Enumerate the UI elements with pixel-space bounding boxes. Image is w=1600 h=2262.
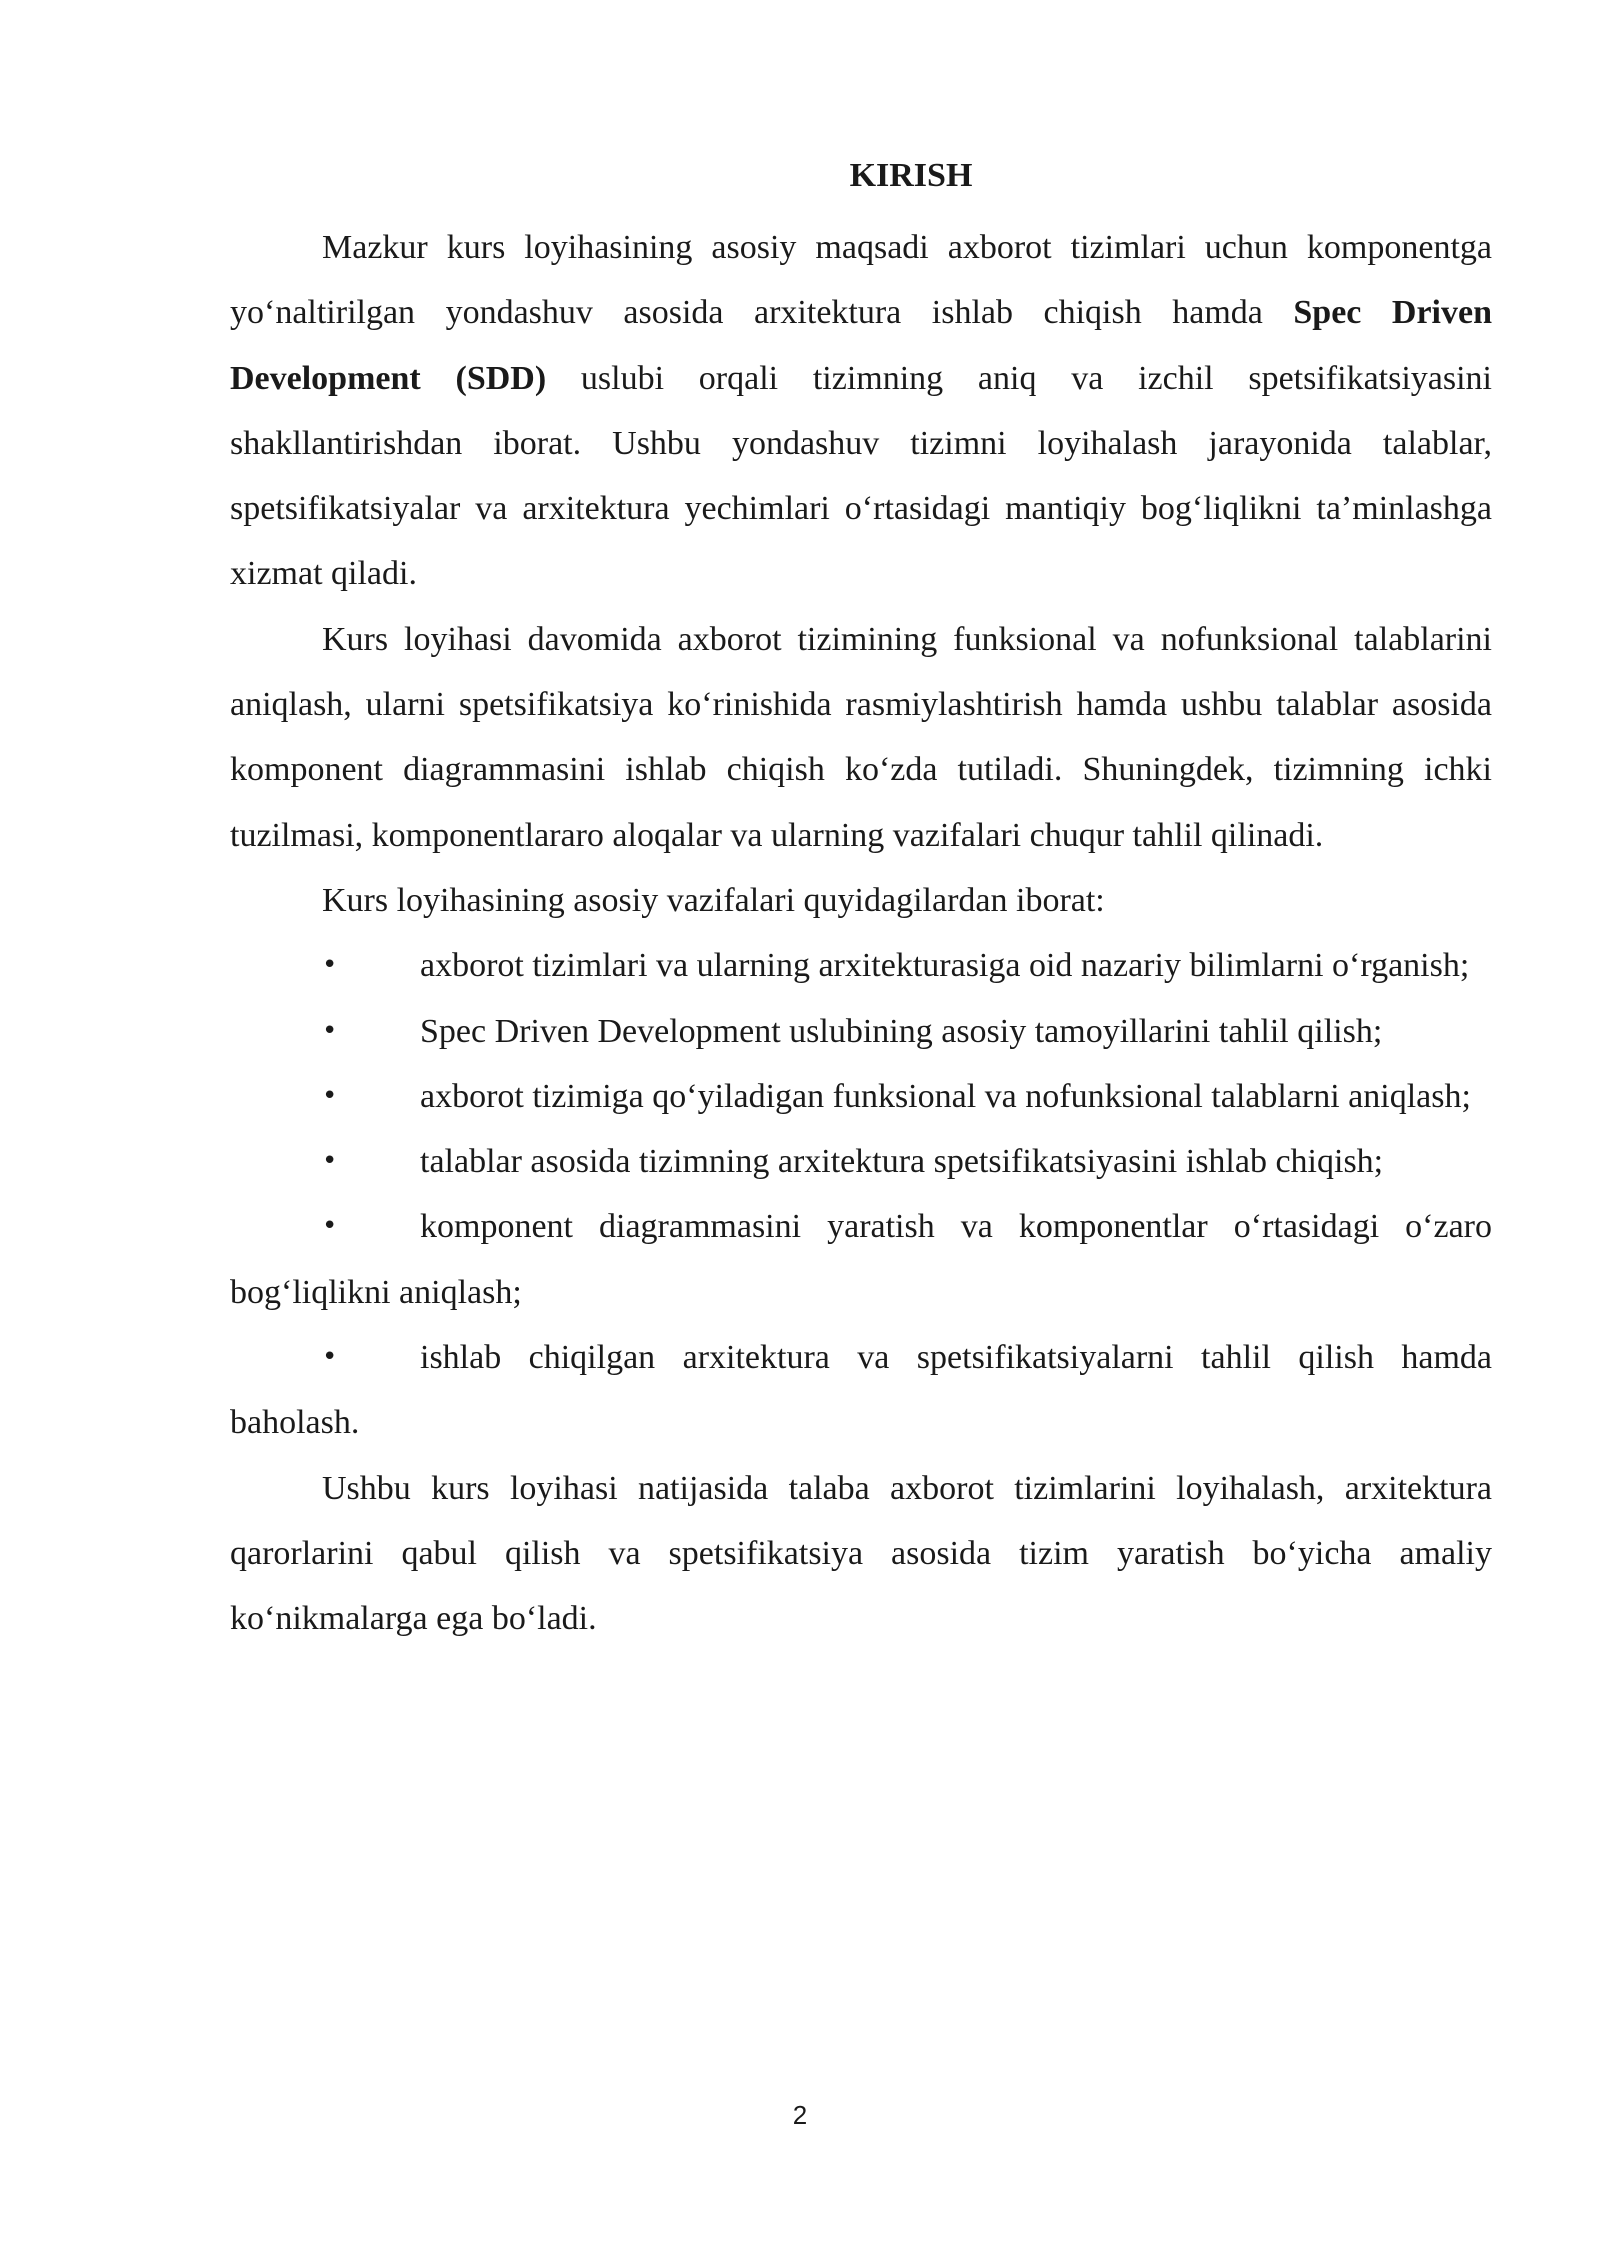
list-item bbox=[230, 1325, 1492, 1456]
intro-paragraph-1-end: uslubi orqali tizimning aniq va izchil spetsifikatsiyasini shakllantirishdan iborat. Ushbu yondashuv tizimni loyihalash jarayonida talablar, spetsifikatsiyalar va arxitektura yechimlari o‘rtasidagi mantiqiy bog‘liqlikni ta’minlashga xizmat qiladi. bbox=[230, 359, 1492, 593]
list-item-text: ishlab chiqilgan arxitektura va spetsifikatsiyalarni tahlil qilish hamda baholash. bbox=[230, 1339, 1492, 1442]
bullet-icon: • bbox=[322, 1146, 338, 1177]
tasks-list bbox=[230, 933, 1492, 1455]
list-item-text: Spec Driven Development uslubining asosiy tamoyillarini tahlil qilish; bbox=[420, 1012, 1383, 1050]
list-item bbox=[230, 1194, 1492, 1325]
list-item bbox=[230, 999, 1492, 1064]
document-page bbox=[230, 150, 1492, 1652]
list-item bbox=[230, 1129, 1492, 1194]
list-item-text: komponent diagrammasini yaratish va komponentlar o‘rtasidagi o‘zaro bog‘liqlikni aniqlash; bbox=[230, 1208, 1492, 1311]
list-item-text: talablar asosida tizimning arxitektura spetsifikatsiyasini ishlab chiqish; bbox=[420, 1143, 1384, 1181]
sdd-term: Spec Driven Development (SDD) bbox=[230, 294, 1492, 397]
intro-paragraph-1-start: Mazkur kurs loyihasining asosiy maqsadi axborot tizimlari uchun komponentga yo‘naltirilgan yondashuv asosida arxitektura ishlab chiqish hamda bbox=[230, 229, 1492, 332]
bullet-icon: • bbox=[322, 1211, 338, 1242]
list-item-text: axborot tizimiga qo‘yiladigan funksional va nofunksional talablarni aniqlash; bbox=[420, 1077, 1471, 1115]
bullet-icon: • bbox=[322, 950, 338, 981]
list-item bbox=[230, 933, 1492, 998]
bullet-icon: • bbox=[322, 1080, 338, 1111]
list-item-text: axborot tizimlari va ularning arxitekturasiga oid nazariy bilimlarni o‘rganish; bbox=[420, 947, 1470, 985]
conclusion-paragraph: Ushbu kurs loyihasi natijasida talaba axborot tizimlarini loyihalash, arxitektura qarorlarini qabul qilish va spetsifikatsiya asosida tizim yaratish bo‘yicha amaliy ko‘nikmalarga ega bo‘ladi. bbox=[230, 1469, 1492, 1638]
tasks-intro: Kurs loyihasining asosiy vazifalari quyidagilardan iborat: bbox=[322, 881, 1105, 919]
list-item bbox=[230, 1064, 1492, 1129]
intro-paragraph-2: Kurs loyihasi davomida axborot tizimining funksional va nofunksional talablarini aniqlash, ularni spetsifikatsiya ko‘rinishida rasmiylashtirish hamda ushbu talablar asosida komponent diagrammasini ishlab chiqish ko‘zda tutiladi. Shuningdek, tizimning ichki tuzilmasi, komponentlararo aloqalar va ularning vazifalari chuqur tahlil qilinadi. bbox=[230, 620, 1492, 854]
section-heading: KIRISH bbox=[849, 157, 973, 194]
intro-paragraph-1 bbox=[230, 215, 1492, 607]
page-number: 2 bbox=[792, 2100, 808, 2130]
bullet-icon: • bbox=[322, 1015, 338, 1046]
bullet-icon: • bbox=[322, 1342, 338, 1373]
